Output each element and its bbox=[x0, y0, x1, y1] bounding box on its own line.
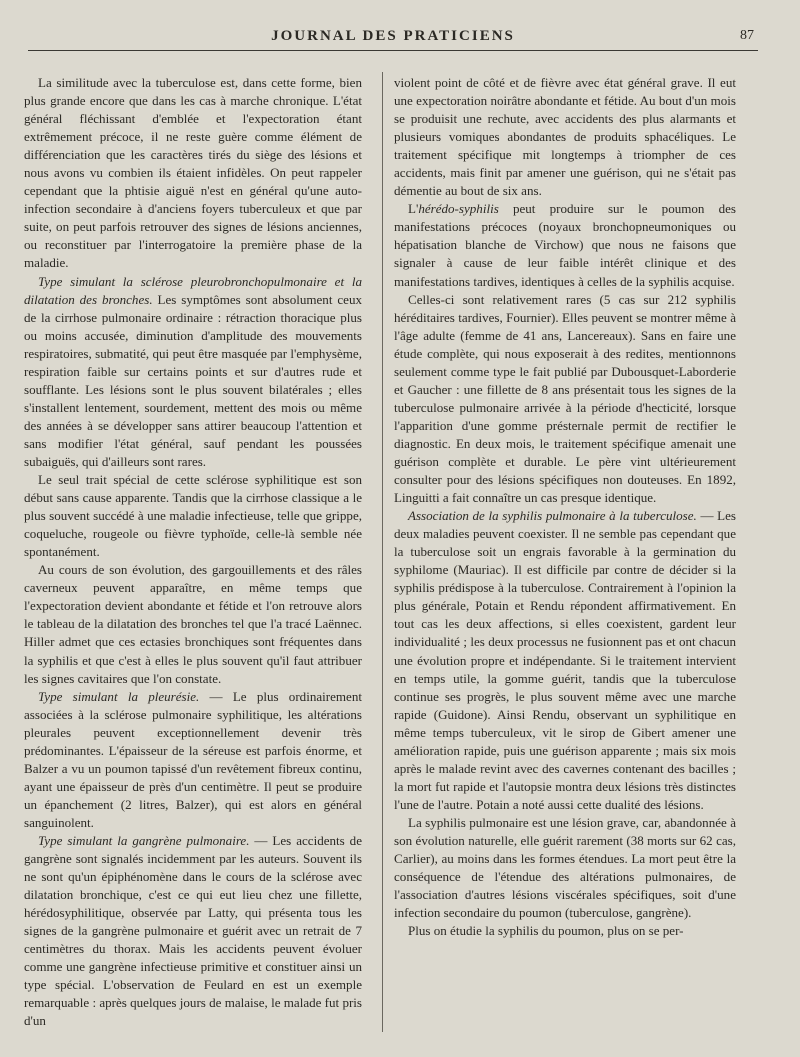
paragraph bbox=[24, 471, 362, 561]
paragraph-text: L' bbox=[408, 201, 419, 217]
paragraph-text: peut produire sur le poumon des manifestations précoces (noyaux bronchopneumoniques ou hépatisation blanche de Virchow) que nous ne faisons que signaler à cause de leur faible intérêt clinique et des manifestations tardives, identiques à celles de la syphilis acquise. bbox=[394, 201, 736, 289]
column-divider bbox=[382, 72, 383, 1032]
paragraph-text: — Les deux maladies peuvent coexister. Il ne semble pas cependant que la tuberculose soit un engrais favorable à la germination du syphilome (Mauriac). Il est difficile par contre de décider si la syphilis prédispose à la tuberculose. Contrairement à l'opinion la plus générale, Potain et Rendu répondent affirmativement. En tout cas les deux affections, si elles coexistent, gardent leur individualité ; les deux processus ne fusionnent pas et ont chacun une évolution propre et indépendante. Si le traitement intervient en temps utile, la gomme guérit, tandis que la tuberculose continue ses progrès, le plus souvent même avec une marche rapide (Guidone). Ainsi Rendu, observant un syphilitique en même temps tuberculeux, vit le sirop de Gibert amener une amélioration rapide, puis une guérison apparente ; mais six mois après le malade revint avec des cavernes contenant des bacilles ; la mort fut rapide et l'autopsie montra deux lésions très distinctes l'une de l'autre. Potain a noté aussi cette dualité des lésions. bbox=[394, 508, 736, 812]
paragraph bbox=[24, 74, 362, 273]
paragraph-text: Plus on étudie la syphilis du poumon, plus on se per- bbox=[408, 923, 684, 939]
paragraph-text: La syphilis pulmonaire est une lésion grave, car, abandonnée à son évolution naturelle, elle guérit rarement (38 morts sur 62 cas, Carlier), au moins dans les formes étendues. La mort peut être la conséquence de l'étendue des altérations pulmonaires, de l'association d'autres lésions viscérales spécifiques, soit d'une infection secondaire du poumon (tuberculose, gangrène). bbox=[394, 814, 736, 921]
paragraph-text: — Les accidents de gangrène sont signalés incidemment par les auteurs. Souvent ils ne sont qu'un épiphénomène dans le cours de la sclérose avec dilatation bronchique, c'est ce qui eut lieu chez une fillette, hérédosyphilitique, observée par Latty, qui présenta tous les signes de la gangrène pulmonaire et guérit avec un retrait de 7 centimètres du thorax. Mais les accidents peuvent évoluer comme une gangrène infectieuse primitive et constituer ainsi un type spécial. L'observation de Feulard en est un exemple remarquable : après quelques jours de malaise, le malade fut pris d'un bbox=[24, 832, 363, 1029]
left-column bbox=[24, 74, 362, 1030]
paragraph-text: La similitude avec la tuberculose est, dans cette forme, bien plus grande encore que dans les cas à marche chronique. L'état général fléchissant d'emblée et l'expectoration étant extrêmement précoce, il ne reste guère comme élément de différenciation que les caractères tirés du siège des lésions et nous avons vu combien ils étaient infidèles. On peut rappeler cependant que la phtisie aiguë n'est en général qu'une auto-infection secondaire à d'anciens foyers tuberculeux et que par suite, on peut parfois retrouver des signes de lésions anciennes, ou reconstituer par l'interrogatoire la première phase de la maladie. bbox=[24, 75, 362, 271]
italic-text: Type simulant la pleurésie. bbox=[38, 688, 200, 704]
page-header bbox=[28, 22, 758, 51]
paragraph bbox=[24, 273, 362, 472]
paragraph bbox=[394, 814, 736, 922]
paragraph-text: Au cours de son évolution, des gargouillements et des râles caverneux peuvent apparaître, en même temps que l'expectoration devient abondante et fétide et l'on retrouve alors le tableau de la dilatation des bronches tel que l'a tracé Laënnec. Hiller admet que ces ectasies bronchiques sont fréquentes dans la syphilis et que c'est à elles le plus souvent qu'il faut attribuer les signes cavitaires que l'on constate. bbox=[24, 562, 362, 686]
paragraph-text: Celles-ci sont relativement rares (5 cas sur 212 syphilis héréditaires tardives, Fournier). Elles peuvent se montrer même à l'âge adulte (femme de 41 ans, Lancereaux). Sans en faire une étude complète, qui nous exposerait à des redites, mentionnons seulement comme type le fait publié par Dubousquet-Laborderie et Gaucher : une fillette de 8 ans présentait tous les signes de la tuberculose pulmonaire arrivée à la période d'hecticité, lorsque l'apparition d'une gomme présternale permit de rectifier le diagnostic. En deux mois, le traitement spécifique amenait une guérison complète et durable. Le père vint ultérieurement consulter pour des lésions spécifiques non douteuses. En 1892, Linguitti a fait connaître un cas presque identique. bbox=[394, 291, 736, 506]
paragraph bbox=[394, 74, 736, 200]
paragraph bbox=[394, 507, 736, 814]
paragraph bbox=[24, 561, 362, 687]
paragraph bbox=[394, 922, 736, 940]
page-number: 87 bbox=[740, 28, 754, 43]
paragraph bbox=[24, 832, 362, 1031]
paragraph-text: — Le plus ordinairement associées à la sclérose pulmonaire syphilitique, les altérations pleurales peuvent exceptionnellement devenir très prédominantes. L'épaisseur de la séreuse est parfois énorme, et Balzer a vu un poumon tapissé d'un revêtement fibreux continu, ayant une épaisseur de près d'un centimètre. Il peut se produire un épanchement (2 litres, Balzer), qui est alors en général sanguinolent. bbox=[24, 688, 362, 830]
right-column bbox=[394, 74, 736, 940]
italic-text: hérédo-syphilis bbox=[418, 201, 499, 217]
paragraph-text: Les symptômes sont absolument ceux de la cirrhose pulmonaire ordinaire : rétraction thoracique plus ou moins accusée, diminution d'amplitude des mouvements respiratoires, submatité, qui peut être masquée par l'emphysème, respiration faible sur certains points et sur d'autres rude et soufflante. Les lésions sont le plus souvent bilatérales ; elles s'installent lentement, sourdement, mettent des mois ou même des années à se développer sans attirer beaucoup l'attention et sans modifier l'état général, sauf pendant les poussées subaiguës, qui d'ailleurs sont rares. bbox=[24, 291, 362, 469]
italic-text: Type simulant la sclérose pleurobronchopulmonaire et la dilatation des bronches. bbox=[24, 273, 362, 307]
paragraph bbox=[394, 291, 736, 508]
italic-text: Association de la syphilis pulmonaire à la tuberculose. bbox=[408, 508, 697, 524]
running-title: JOURNAL DES PRATICIENS bbox=[271, 28, 515, 44]
paragraph bbox=[394, 200, 736, 290]
paragraph bbox=[24, 688, 362, 832]
paragraph-text: Le seul trait spécial de cette sclérose syphilitique est son début sans cause apparente. Tandis que la cirrhose classique a le plus souvent succédé à une maladie infectieuse, telle que grippe, coqueluche, rougeole ou fièvre typhoïde, celle-là semble née spontanément. bbox=[24, 472, 362, 560]
paragraph-text: violent point de côté et de fièvre avec état général grave. Il eut une expectoration noirâtre abondante et fétide. Au bout d'un mois se produisit une rechute, avec accidents des plus alarmants et plusieurs vomiques abondantes de produits sphacéliques. Le traitement spécifique mit longtemps à triompher de ces accidents, mais finit par amener une guérison, qui ne s'était pas démentie au bout de six ans. bbox=[394, 75, 736, 199]
italic-text: Type simulant la gangrène pulmonaire. bbox=[38, 832, 250, 848]
